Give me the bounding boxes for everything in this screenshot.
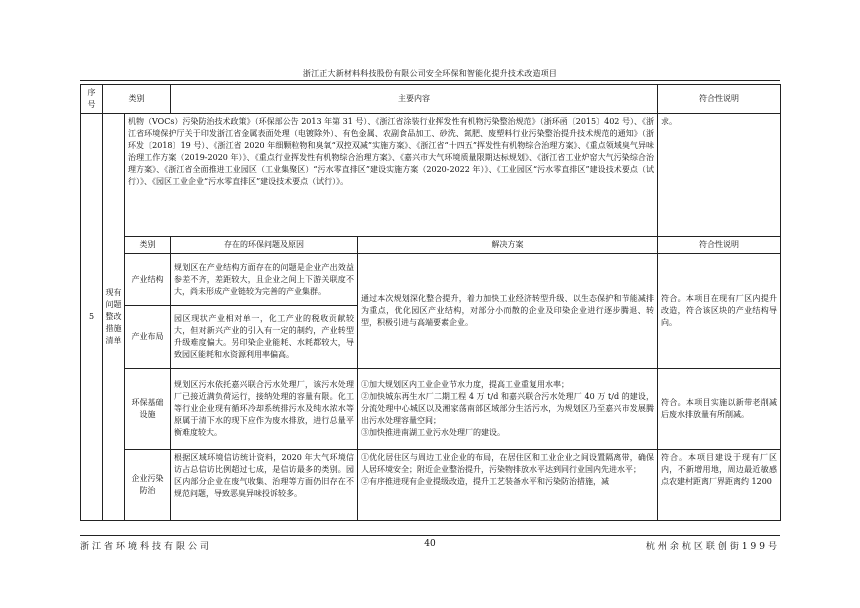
item-problem: 规划区污水依托嘉兴联合污水处理厂，该污水处理厂已接近满负荷运行，接纳处理的容量有限。化工等行业企业现有循环冷却系统排污水及纯水浓水等原属于清下水的现下应作为废水排放，进行总量平衡难度较大。 <box>171 369 358 450</box>
solution-line: ①加大规划区内工业企业节水力度，提高工业重复用水率； <box>361 380 569 389</box>
solution-industry: 通过本次规划深化整合提升，着力加快工业经济转型升级、以生态保护和节能减排为重点，优化园区产业结构，对部分小而散的企业及印染企业进行逐步腾退、转型，积极引进与高端要素企业。 <box>358 254 658 369</box>
item-category: 产业结构 <box>125 254 171 306</box>
compliance-infrastructure: 符合。本项目实施以新带老削减后废水排放量有所削减。 <box>658 369 781 450</box>
item-row-pollution-control <box>81 450 781 521</box>
header-main-content: 主要内容 <box>171 85 658 114</box>
footer-company: 浙江省环境科技有限公司 <box>80 542 213 552</box>
row-5-category: 现有问题整改措施清单 <box>103 114 125 521</box>
solution-line: ③加快推进南湖工业污水处理厂的建设。 <box>361 428 505 437</box>
table-header-row <box>81 85 781 114</box>
solution-line: ①优化居住区与周边工业企业的布局，在居住区和工业企业之间设置隔离带，确保人居环境安全；附近企业整治提升，污染物排放水平达到同行业国内先进水平； <box>361 453 654 474</box>
item-problem: 规划区在产业结构方面存在的问题是企业产出效益参差不齐，差距较大，且企业之间上下游关联度不大，尚未形成产业链较为完善的产业集群。 <box>171 254 358 306</box>
compliance-industry: 符合。本项目在现有厂区内提升改造，符合该区块的产业结构导向。 <box>658 254 781 369</box>
item-category: 产业布局 <box>125 306 171 369</box>
item-category: 环保基础设施 <box>125 369 171 450</box>
document-header-title: 浙江正大新材料科技股份有限公司安全环保和智能化提升技术改造项目 <box>302 69 558 78</box>
sub-header-compliance: 符合性说明 <box>658 237 781 254</box>
measures-table <box>80 84 781 521</box>
page-number: 40 <box>424 539 436 549</box>
policy-text: 机物（VOCs）污染防治技术政策》（环保部公告 2013 年第 31 号）、《浙江省涂装行业挥发性有机物污染整治规范》（浙环函〔2015〕402 号）、《浙江省环境保护厅关于印发浙江省金属表面处理（电镀除外）、有色金属、农副食品加工、砂洗、氮肥、废塑料行业污染整治提升技术规范的通知》（浙环发〔2018〕19 号）、《浙江省 2020 年细颗粒物和臭氧“双控双减”实施方案》、《浙江省“十四五”挥发性有机物综合治理方案》、《重点领域臭气异味治理工作方案（2019-2020 年）》、《重点行业挥发性有机物综合治理方案》、《嘉兴市大气环境质量限期达标规划》、《浙江省工业炉窑大气污染综合治理方案》、《浙江省全面推进工业园区（工业集聚区）“污水零直排区”建设实施方案（2020-2022 年）》、《工业园区“污水零直排区”建设技术要点（试行）》、《园区工业企业“污水零直排区”建设技术要点（试行）》。 <box>125 114 658 237</box>
header-category: 类别 <box>103 85 171 114</box>
solution-pollution <box>358 450 658 521</box>
solution-line: ②有序推进现有企业提级改造，提升工艺装备水平和污染防治措施，减 <box>361 477 609 486</box>
header-seq: 序号 <box>81 85 103 114</box>
item-category: 企业污染防治 <box>125 450 171 521</box>
item-row-infrastructure <box>81 369 781 450</box>
solution-infrastructure <box>358 369 658 450</box>
sub-header-row <box>81 237 781 254</box>
policy-compliance: 求。 <box>658 114 781 237</box>
header-rule <box>80 80 780 81</box>
solution-line: ②加快城东再生水厂二期工程 4 万 t/d 和嘉兴联合污水处理厂 40 万 t/d 的建设，分流处理中心城区以及湘家荡南部区域部分生活污水，为规划区乃至嘉兴市发展腾出污水处理容量空间； <box>361 392 654 425</box>
item-row-industry-structure <box>81 254 781 306</box>
policy-row <box>81 114 781 237</box>
sub-header-problem: 存在的环保问题及原因 <box>171 237 358 254</box>
footer-address: 杭州余杭区联创街199号 <box>645 542 780 552</box>
header-compliance: 符合性说明 <box>658 85 781 114</box>
item-problem: 园区现状产业相对单一，化工产业的税收贡献较大，但对新兴产业的引入有一定的制约，产业转型升级难度偏大。另印染企业能耗、水耗都较大，导致园区能耗和水资源利用率偏高。 <box>171 306 358 369</box>
sub-header-solution: 解决方案 <box>358 237 658 254</box>
row-5-seq: 5 <box>81 114 103 521</box>
footer-rule <box>80 535 780 536</box>
compliance-pollution: 符合。本项目建设于现有厂区内，不新增用地，周边最近敏感点农建村距离厂界距离约 1200 <box>658 450 781 521</box>
item-problem: 根据区域环境信访统计资料，2020 年大气环境信访占总信访比例超过七成，是信访最多的类别。园区内部分企业在废气收集、治理等方面仍旧存在不规范问题，导致恶臭异味投诉较多。 <box>171 450 358 521</box>
sub-header-category: 类别 <box>125 237 171 254</box>
